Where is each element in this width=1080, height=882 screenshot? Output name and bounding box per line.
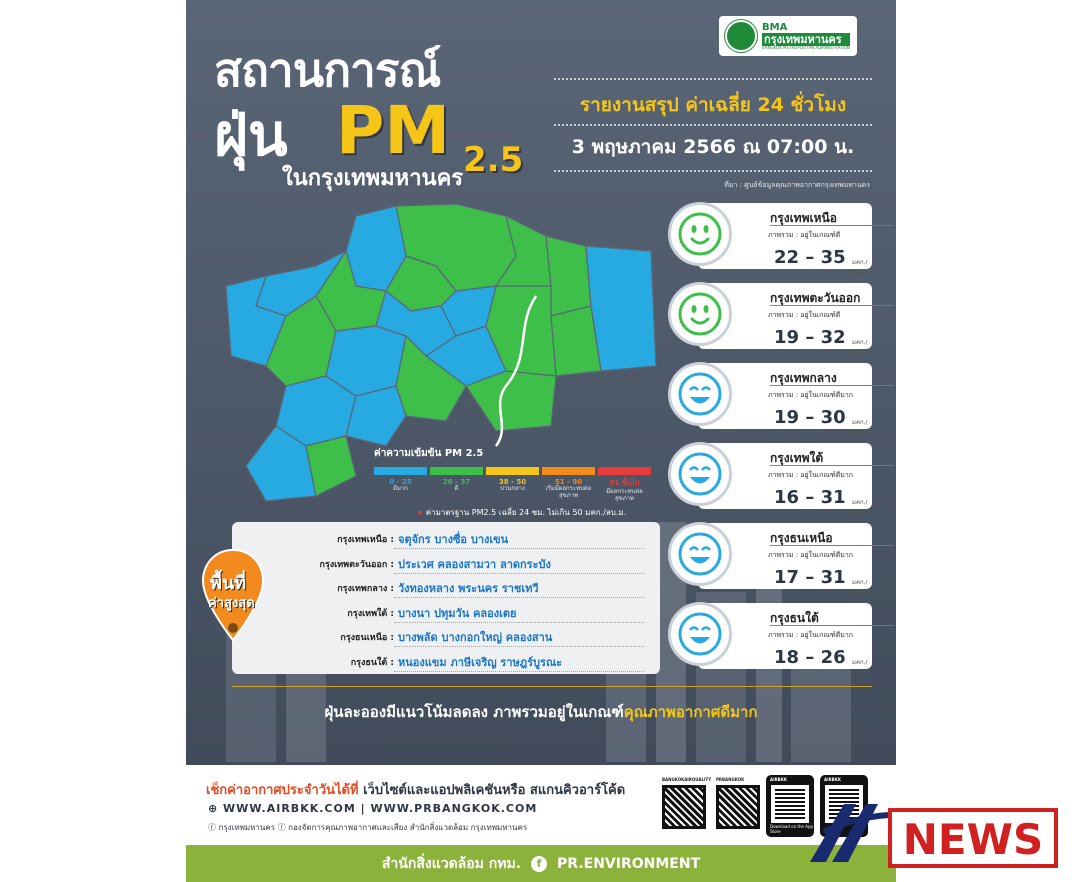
smiley-face-icon [668, 282, 732, 346]
highest-row [248, 624, 648, 648]
zone-underline [770, 305, 894, 306]
highest-row-divider [394, 622, 644, 623]
highest-zone: กรุงเทพใต้ : [347, 608, 394, 619]
zone-range: 17 – 31 [774, 567, 846, 588]
legend-swatch [430, 467, 483, 475]
logo-bma-text: BMA [762, 21, 788, 33]
legend-range: 51 - 90 [554, 478, 583, 486]
highest-districts: ประเวศ คลองสามวา ลาดกระบัง [398, 557, 551, 571]
highest-row-divider [394, 671, 644, 672]
zone-card [668, 600, 872, 676]
legend-note-text: ค่ามาตรฐาน PM2.5 เฉลี่ย 24 ชม. ไม่เกิน 50 มคก./ลบ.ม. [425, 508, 627, 517]
zone-status: ภาพรวม : อยู่ในเกณฑ์ดีมาก [768, 551, 854, 559]
zone-unit: มคก./ลบ.ม. [852, 419, 868, 436]
badge-line-1: พื้นที่ [210, 573, 247, 594]
infographic-poster [186, 0, 896, 882]
highest-row-divider [394, 597, 644, 598]
title-line-2: ฝุ่น [214, 101, 288, 169]
bottom-org: สำนักสิ่งแวดล้อม กทม. [381, 855, 522, 872]
zone-unit: มคก./ลบ.ม. [852, 579, 868, 596]
bma-logo [719, 16, 857, 56]
legend-level [374, 467, 427, 502]
footer-check-line [206, 779, 625, 800]
logo-english-name: BANGKOK METROPOLITAN ADMINISTRATION [762, 44, 850, 50]
zone-range: 16 – 31 [774, 487, 846, 508]
app2-label: AIRBKK [824, 777, 841, 782]
highest-zone: กรุงเทพเหนือ : [337, 535, 394, 545]
footer-check-rest: เว็บไซต์และแอปพลิเคชันหรือ สแกนคิวอาร์โค้ด [363, 783, 626, 798]
highest-row [248, 526, 648, 550]
summary-divider [232, 686, 872, 687]
legend-range: 91 ขึ้นไป [609, 479, 640, 487]
zone-unit: มคก./ลบ.ม. [852, 499, 868, 516]
zone-card [668, 280, 872, 356]
legend-level [486, 467, 539, 502]
zone-status: ภาพรวม : อยู่ในเกณฑ์ดีมาก [768, 391, 854, 399]
divider-top [554, 78, 872, 80]
legend-note: ★ ค่ามาตรฐาน PM2.5 เฉลี่ย 24 ชม. ไม่เกิน 50 มคก./ลบ.ม. [416, 508, 627, 517]
highest-zone: กรุงเทพตะวันออก : [319, 559, 394, 570]
zone-name: กรุงเทพกลาง [770, 371, 837, 385]
divider-middle [554, 124, 872, 126]
legend-range: 38 - 50 [498, 478, 527, 486]
zone-underline [770, 625, 894, 626]
zone-range: 19 – 30 [774, 407, 846, 428]
app1-label: AIRBKK [770, 777, 787, 782]
bottom-bar [186, 845, 896, 882]
highest-row [248, 649, 648, 673]
pm25-legend [374, 446, 656, 502]
legend-swatch [542, 467, 595, 475]
highest-row-divider [394, 548, 644, 549]
legend-swatch [598, 467, 651, 475]
legend-range: 0 - 25 [389, 478, 412, 486]
qr-code-prbangkok[interactable] [716, 785, 760, 829]
qr1-label: BANGKOKAIRQUALITY [662, 777, 712, 782]
legend-level [598, 467, 651, 502]
highest-row [248, 600, 648, 624]
laughing-face-icon [668, 522, 732, 586]
news-watermark-logo [804, 792, 1060, 874]
zone-range: 18 – 26 [774, 647, 846, 668]
zone-underline [770, 385, 894, 386]
legend-level [430, 467, 483, 502]
legend-label: ปานกลาง [500, 485, 525, 492]
footer [186, 765, 896, 845]
legend-swatch [486, 467, 539, 475]
highest-row [248, 551, 648, 575]
highest-zone: กรุงธนใต้ : [350, 657, 394, 668]
legend-label: เริ่มมีผลกระทบต่อสุขภาพ [545, 485, 592, 499]
news-watermark-text: NEWS [902, 815, 1044, 864]
zone-status: ภาพรวม : อยู่ในเกณฑ์ดีมาก [768, 471, 854, 479]
bma-seal-icon [725, 20, 757, 52]
highest-row-divider [394, 646, 644, 647]
qr-code-airquality[interactable] [662, 785, 706, 829]
badge-line-2: ค่าสูงสุด [208, 596, 255, 611]
smiley-face-icon [668, 202, 732, 266]
report-summary: รายงานสรุป ค่าเฉลี่ย 24 ชั่วโมง [579, 94, 847, 116]
legend-title: ค่าความเข้มข้น PM 2.5 [374, 448, 484, 459]
legend-label: มีผลกระทบต่อสุขภาพ [606, 488, 643, 502]
legend-label: ดี [454, 485, 459, 492]
footer-websites[interactable]: ⊕ WWW.AIRBKK.COM | WWW.PRBANGKOK.COM [208, 802, 538, 815]
facebook-icon: f [531, 856, 547, 872]
divider-bottom [554, 170, 872, 172]
footer-credits: ⓕ กรุงเทพมหานคร ⓕ กองจัดการคุณภาพอากาศและเสียง สำนักสิ่งแวดล้อม กรุงเทพมหานคร [208, 823, 528, 832]
legend-range: 26 - 37 [442, 478, 471, 486]
highest-districts: บางพลัด บางกอกใหญ่ คลองสาน [398, 631, 553, 644]
qr2-label: PRBANGKOK [716, 777, 745, 782]
zone-underline [770, 465, 894, 466]
summary-main: ฝุ่นละอองมีแนวโน้มลดลง ภาพรวมอยู่ในเกณฑ์ [324, 703, 624, 721]
summary-highlight: คุณภาพอากาศดีมาก [623, 703, 758, 721]
zone-unit: มคก./ลบ.ม. [852, 339, 868, 356]
highest-districts: หนองแขม ภาษีเจริญ ราษฎร์บูรณะ [398, 655, 563, 669]
zone-card [668, 360, 872, 436]
zone-range: 19 – 32 [774, 327, 846, 348]
highest-row [248, 575, 648, 599]
app-store-badge: Download on the App Store [770, 824, 814, 834]
legend-level [542, 467, 595, 502]
highest-zone: กรุงธนเหนือ : [340, 633, 394, 643]
laughing-face-icon [668, 442, 732, 506]
highest-districts: บางนา ปทุมวัน คลองเตย [398, 606, 517, 620]
zone-card [668, 440, 872, 516]
legend-levels [374, 467, 656, 502]
zone-unit: มคก./ลบ.ม. [852, 659, 868, 676]
title-pm-subscript: 2.5 [463, 140, 524, 180]
zone-name: กรุงธนใต้ [770, 611, 819, 625]
zone-name: กรุงเทพเหนือ [770, 211, 837, 225]
summary-text [186, 700, 896, 724]
highest-zone: กรุงเทพกลาง : [337, 584, 394, 594]
zone-card [668, 520, 872, 596]
zone-status: ภาพรวม : อยู่ในเกณฑ์ดี [768, 231, 841, 239]
highest-row-divider [394, 573, 644, 574]
data-source: ที่มา : ศูนย์ข้อมูลคุณภาพอากาศกรุงเทพมหานคร [724, 181, 870, 189]
highest-districts: จตุจักร บางซื่อ บางเขน [398, 533, 509, 546]
zone-status: ภาพรวม : อยู่ในเกณฑ์ดี [768, 311, 841, 319]
zone-range: 22 – 35 [774, 247, 846, 268]
legend-swatch [374, 467, 427, 475]
zone-underline [770, 225, 894, 226]
report-date: 3 พฤษภาคม 2566 ณ 07:00 น. [571, 136, 855, 158]
title-line-3: ในกรุงเทพมหานคร [282, 166, 464, 191]
zone-unit: มคก./ลบ.ม. [852, 259, 868, 276]
zone-name: กรุงธนเหนือ [770, 531, 833, 545]
zone-status: ภาพรวม : อยู่ในเกณฑ์ดีมาก [768, 631, 854, 639]
title-line-1: สถานการณ์ [214, 43, 441, 97]
legend-label: ดีมาก [393, 485, 408, 492]
laughing-face-icon [668, 602, 732, 666]
laughing-face-icon [668, 362, 732, 426]
zone-card [668, 200, 872, 276]
title-pm: PM [336, 92, 451, 169]
logo-thai-name: กรุงเทพมหานคร [762, 33, 850, 46]
zone-name: กรุงเทพตะวันออก [770, 291, 861, 305]
footer-check: เช็กค่าอากาศประจำวันได้ที่ [206, 783, 359, 798]
highest-districts: วังทองหลาง พระนคร ราชเทวี [398, 582, 539, 595]
zone-name: กรุงเทพใต้ [770, 451, 824, 465]
zone-underline [770, 545, 894, 546]
bottom-facebook[interactable]: PR.ENVIRONMENT [557, 855, 701, 872]
